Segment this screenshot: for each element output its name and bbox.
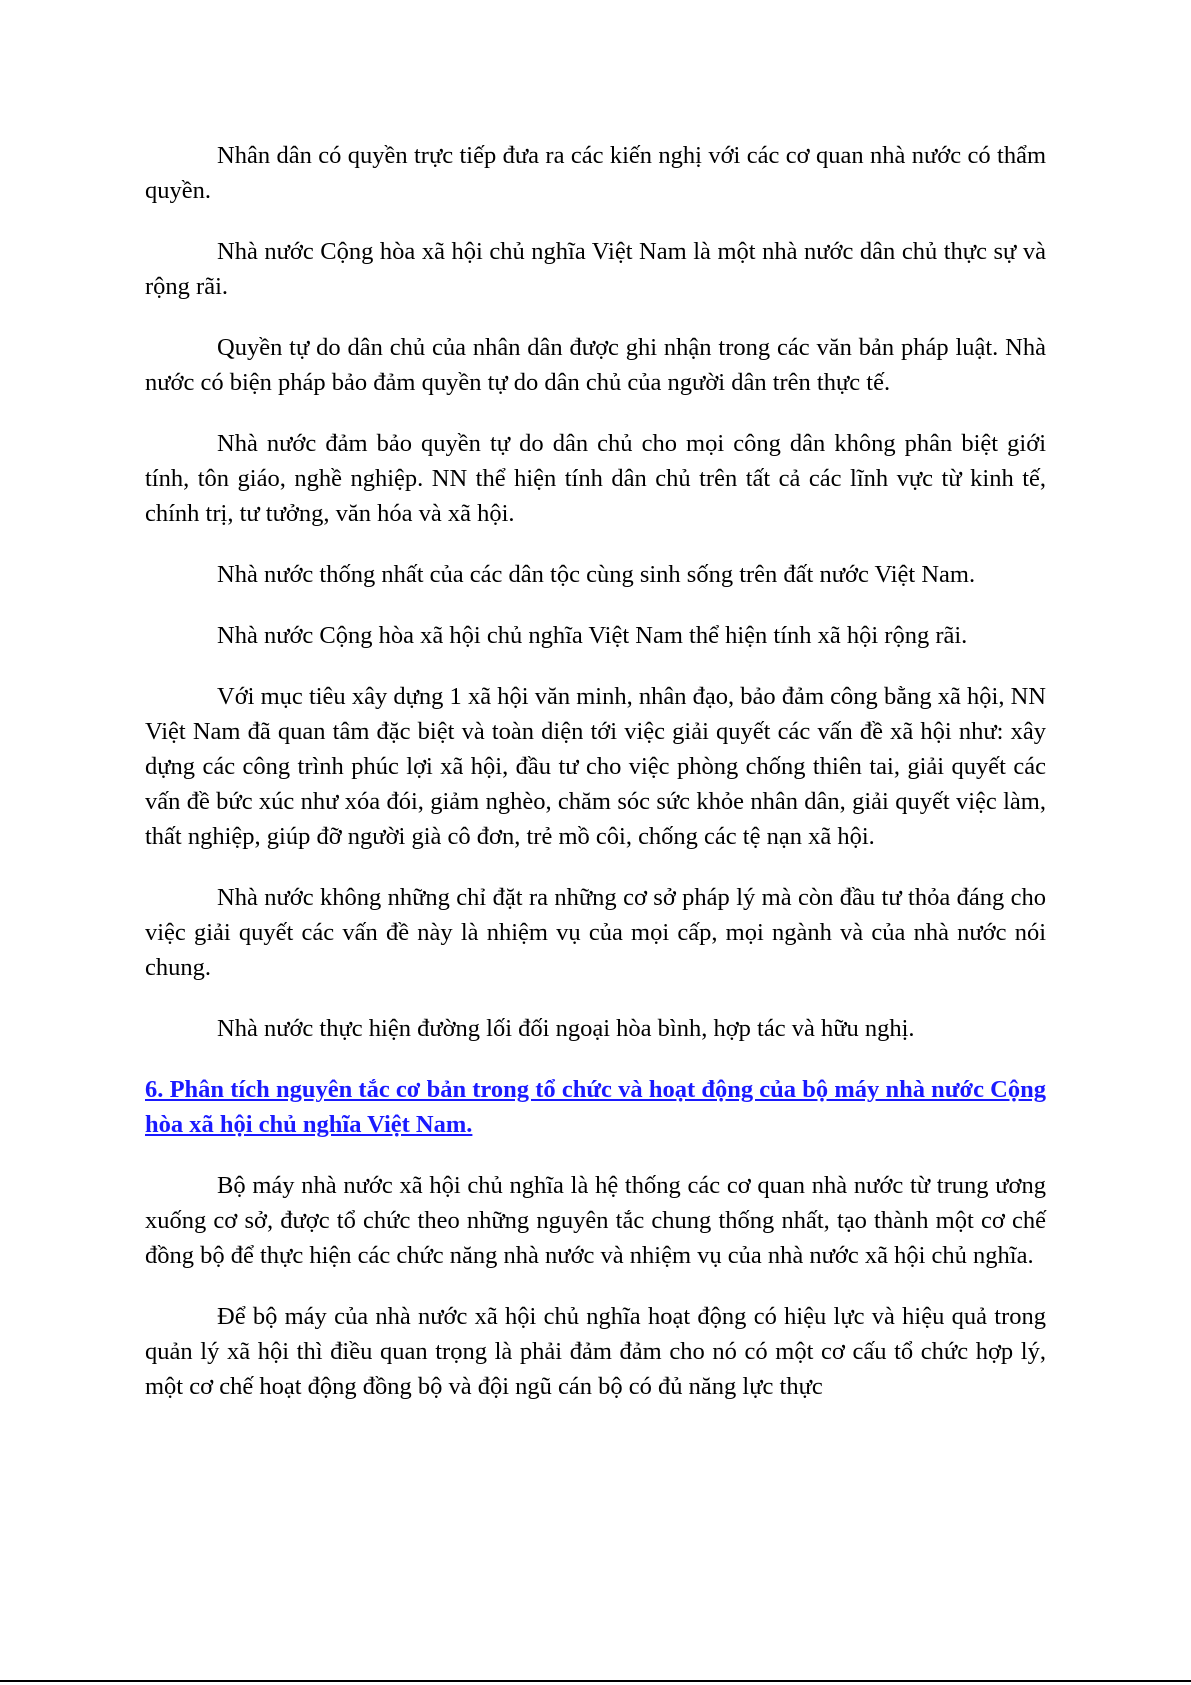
document-page bbox=[145, 138, 1046, 1430]
paragraph: Bộ máy nhà nước xã hội chủ nghĩa là hệ thống các cơ quan nhà nước từ trung ương xuống cơ sở, được tổ chức theo những nguyên tắc chung thống nhất, tạo thành một cơ chế đồng bộ để thực hiện các chức năng nhà nước và nhiệm vụ của nhà nước xã hội chủ nghĩa. bbox=[145, 1172, 1046, 1269]
paragraph: Nhà nước Cộng hòa xã hội chủ nghĩa Việt Nam thể hiện tính xã hội rộng rãi. bbox=[217, 622, 968, 649]
paragraph: Nhà nước thống nhất của các dân tộc cùng sinh sống trên đất nước Việt Nam. bbox=[217, 561, 976, 588]
paragraph: Với mục tiêu xây dựng 1 xã hội văn minh, nhân đạo, bảo đảm công bằng xã hội, NN Việt Nam đã quan tâm đặc biệt và toàn diện tới việc giải quyết các vấn đề xã hội như: xây dựng các công trình phúc lợi xã hội, đầu tư cho việc phòng chống thiên tai, giải quyết các vấn đề bức xúc như xóa đói, giảm nghèo, chăm sóc sức khỏe nhân dân, giải quyết việc làm, thất nghiệp, giúp đỡ người già cô đơn, trẻ mồ côi, chống các tệ nạn xã hội. bbox=[145, 683, 1046, 850]
section-heading-link[interactable]: 6. Phân tích nguyên tắc cơ bản trong tổ chức và hoạt động của bộ máy nhà nước Cộng hòa xã hội chủ nghĩa Việt Nam. bbox=[145, 1076, 1046, 1138]
paragraph: Nhà nước Cộng hòa xã hội chủ nghĩa Việt Nam là một nhà nước dân chủ thực sự và rộng rãi. bbox=[145, 238, 1046, 300]
paragraph: Quyền tự do dân chủ của nhân dân được ghi nhận trong các văn bản pháp luật. Nhà nước có biện pháp bảo đảm quyền tự do dân chủ của người dân trên thực tế. bbox=[145, 334, 1046, 396]
paragraph: Nhà nước thực hiện đường lối đối ngoại hòa bình, hợp tác và hữu nghị. bbox=[217, 1015, 915, 1042]
paragraph: Nhà nước đảm bảo quyền tự do dân chủ cho mọi công dân không phân biệt giới tính, tôn giáo, nghề nghiệp. NN thể hiện tính dân chủ trên tất cả các lĩnh vực từ kinh tế, chính trị, tư tưởng, văn hóa và xã hội. bbox=[145, 430, 1046, 527]
page-bottom-rule bbox=[0, 1680, 1191, 1682]
paragraph: Để bộ máy của nhà nước xã hội chủ nghĩa hoạt động có hiệu lực và hiệu quả trong quản lý xã hội thì điều quan trọng là phải đảm đảm cho nó có một cơ cấu tổ chức hợp lý, một cơ chế hoạt động đồng bộ và đội ngũ cán bộ có đủ năng lực thực bbox=[145, 1303, 1046, 1400]
paragraph: Nhà nước không những chỉ đặt ra những cơ sở pháp lý mà còn đầu tư thỏa đáng cho việc giải quyết các vấn đề này là nhiệm vụ của mọi cấp, mọi ngành và của nhà nước nói chung. bbox=[145, 884, 1046, 981]
paragraph: Nhân dân có quyền trực tiếp đưa ra các kiến nghị với các cơ quan nhà nước có thẩm quyền. bbox=[145, 142, 1046, 204]
